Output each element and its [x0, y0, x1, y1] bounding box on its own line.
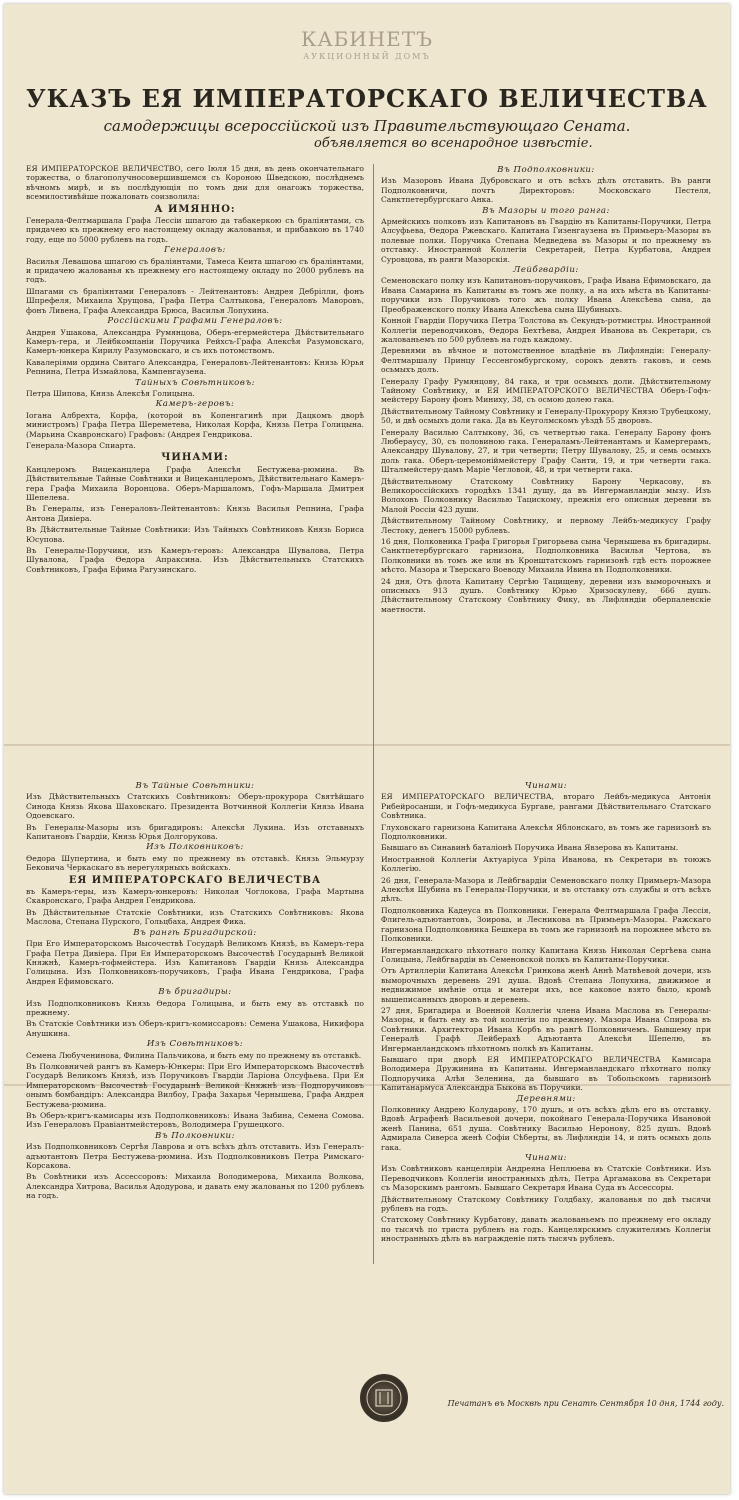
decree-paragraph: Канцлеромъ Вицеканцлера Графа Алексѣя Бестужева-рюмина. Въ Дѣйствительные Тайные Совѣтники и Вицеканцлеромъ, Дѣйствительнаго Камеръ-гера Графа Михаила Воронцова. Оберъ-Маршаломъ, Гофъ-Маршала Дмитрея Шепелева. [26, 464, 364, 502]
decree-paragraph: Отъ Артиллерiи Капитана Алексѣя Гринкова женѣ Аннѣ Матвѣевой дочери, изъ выморочныхъ деревень 291 душа. Вдовѣ Степана Лопухина, движимое и недвижимое имѣнiе отца и матери ихъ, все каковое взято было, кромѣ вышеписанныхъ дворовъ и деревень. [381, 966, 711, 1004]
section-heading: Изъ Совѣтниковъ: [146, 1039, 244, 1050]
decree-paragraph: Подполковника Кадеуса въ Полковники. Генерала Фелтмаршала Графа Лессiя, Флигель-адъютантовъ, Зоирова, и Лесникова въ Примьеръ-Мазоры. Ражскаго гарнизона Подполковника Бешкера въ томъ же гарнизонѣ на порожнее мѣсто въ Полковники. [381, 905, 711, 944]
decree-paragraph: Дѣйствительному Тайному Совѣтнику, и первому Лейбъ-медикусу Графу Лестоку, денегъ 15000 рублевъ. [381, 516, 711, 535]
decree-paragraph: Дѣйствительному Тайному Совѣтнику и Генералу-Прокурору Князю Трубецкому, 50, и двѣ осмыхъ доли гака. Да въ Кеуголмскомъ уѣздѣ 55 дворовъ. [381, 406, 711, 426]
decree-paragraph: Въ Полковничей рангъ въ Камеръ-Юнкеры: При Его Императорскомъ Высочествѣ Государѣ Великомъ Князѣ, изъ Поручиковъ Гвардiи Ларiона Олсуфьева. При Ея Императорскомъ Высочествѣ Государынѣ Великой Княжнѣ изъ Подпоручиковъ онымъ бомбандiръ: Александра Вилбоу, Графа Захарья Чернышева, Графа Андрея Бестужева-рюмина. [26, 1061, 364, 1109]
right-column-top [381, 164, 711, 616]
fold-line [4, 744, 730, 746]
decree-paragraph: Въ Оберъ-кригъ-камисары изъ Подполковниковъ: Ивана Зыбина, Семена Сомова. Изъ Генераловъ Правiантмейстеровъ, Володимера Грушецкого. [26, 1111, 364, 1130]
decree-paragraph: Генерала-Фелтмаршала Графа Лессiи шпагою да табакеркою съ бралiянтами, съ придачею къ прежнему его настоящему окладу жалованья, и прибавкою въ 1740 году, еще по 5000 рублевъ на годъ. [26, 216, 364, 244]
decree-paragraph: въ Камеръ-геры, изъ Камеръ-юнкеровъ: Николая Чоглокова, Графа Мартына Скавронскаго, Графа Андрея Гендрикова. [26, 887, 364, 906]
decree-paragraph: Семена Любученинова, Филина Пальчикова, и быть ему по прежнему въ отставкѣ. [26, 1050, 362, 1060]
decree-paragraph: Бывшаго въ Синавинѣ баталiонѣ Поручика Ивана Явзерова въ Капитаны. [381, 843, 679, 853]
decree-paragraph: Генералу Василью Салтыкову, 36, съ четвертью гака. Генералу Барону фонъ Любераусу, 30, съ половиною гака. Генераламъ-Лейтенантамъ и Камергерамъ, Александру Шувалову, 27, и три четверти; Петру Шувалову, 25, и семь осмыхъ доль гака. Оберъ-церемонiймейстеру Графу Санти, 19, и три четверти гака. Шталмейстеру-дамъ Марiе Чегловой, 48, и три четверти гака. [381, 427, 711, 475]
decree-paragraph: Въ Генералы-Мазоры изъ бригадировъ: Алексѣя Лукина. Изъ отставныхъ Капитановъ Гвардiи, Князь Юрья Долгорукова. [26, 822, 364, 842]
section-heading: Генераловъ: [164, 245, 226, 256]
decree-paragraph: Ингерманландскаго пѣхотнаго полку Капитана Князь Николая Сергѣева сына Голицына, Лейбгвардiи въ Семеновской полкъ въ Капитаны-Поручики. [381, 945, 711, 964]
section-heading: Камеръ-геровъ: [155, 399, 235, 410]
decree-paragraph: Въ Дѣйствительные Статскiе Совѣтники, изъ Статскихъ Совѣтниковъ: Якова Маслова, Степана Пурского, Гольцбаха, Андрея Фика. [26, 907, 364, 927]
decree-paragraph: Кавалерiями ордина Святаго Александра, Генераловъ-Лейтенантовъ: Князь Юрья Репнина, Петра Измайлова, Кампенгаузена. [26, 357, 364, 377]
decree-paragraph: Въ Генералы-Поручики, изъ Камеръ-геровъ: Александра Шувалова, Петра Шувалова, Графа Ѳедора Апраксина. Изъ Дѣйствительныхъ Статскихъ Совѣтниковъ, Графа Ефима Рагузинскаго. [26, 546, 364, 574]
decree-paragraph: Бывшаго при дворѣ ЕЯ ИМПЕРАТОРСКАГО ВЕЛИЧЕСТВА Камисара Володимера Дружинина въ Капитаны. Ингерманландскаго пѣхотнаго полку Подпоручика Алѣя Зеленина, да бывшаго въ Тобольскомъ гарнизонѣ Капитанармуса Александра Быкова въ Поручики. [381, 1054, 711, 1093]
decree-paragraph: Изъ Дѣйствительныхъ Статскихъ Совѣтниковъ: Оберъ-прокурора Святѣйшаго Синода Князь Якова Шаховскаго. Президента Вотчинной Коллегiи Князь Ивана Одоевскаго. [26, 792, 364, 821]
section-heading: Лейбгвардiи: [513, 265, 579, 276]
decree-paragraph: Въ Статскiе Совѣтники изъ Оберъ-кригъ-комиссаровъ: Семена Ушакова, Никифора Анушкина. [26, 1019, 364, 1038]
section-title: А ИМЯННО: [154, 203, 236, 215]
section-title: ЕЯ ИМПЕРАТОРСКАГО ВЕЛИЧЕСТВА [68, 874, 322, 886]
decree-paragraph: Генералу Графу Румянцову, 84 гака, и три осьмыхъ доли. Дѣйствительному Тайному Совѣтнику, и ЕЯ ИМПЕРАТОРСКОГО ВЕЛИЧЕСТВА Оберъ-Гофъ-мейстеру Барону фонъ Миниху, 38, съ осмою долею гака. [381, 376, 711, 405]
section-heading: Тайныхъ Совѣтниковъ: [135, 377, 255, 388]
left-column-top [26, 164, 364, 576]
decree-paragraph: Иностранной Коллегiи Актуарiуса Урiла Иванова, въ Секретари въ тоюжъ Коллегiю. [381, 854, 711, 874]
decree-paragraph: 26 дня, Генерала-Мазора и Лейбгвардiи Семеновскаго полку Примьеръ-Мазора Алексѣя Шубина въ Генералы-Поручики, и въ отставку отъ службы и отъ всѣхъ дѣлъ. [381, 875, 711, 904]
decree-paragraph: Петра Шипова, Князь Алексѣя Голицына. [26, 388, 195, 398]
section-heading: Въ бригадиры: [158, 987, 232, 998]
decree-paragraph: Въ Совѣтники изъ Ассессоровъ: Михаила Володимерова, Михаила Волкова, Александра Хитрова, Василья Адодурова, и давать ему жалованья по 1200 рублевъ на годъ. [26, 1172, 364, 1201]
section-heading: Деревнями: [516, 1093, 576, 1104]
decree-paragraph: Деревнями въ вѣчное и потомственное владѣнiе въ Лифляндiи: Генералу-Фелтмаршалу Принцу Гессенгомбургскому, сорокъ девять гаковъ, и семь осьмыхъ долъ. [381, 346, 711, 375]
decree-paragraph: Генерала-Мазора Спиарта. [26, 440, 136, 450]
section-heading: Въ рангѣ Бригадирской: [133, 927, 257, 938]
decree-paragraph: Семеновскаго полку изъ Капитановъ-поручиковъ, Графа Ивана Ефимовскаго, да Ивана Самарина въ Капитаны въ томъ же полку, а на ихъ мѣста въ Капитаны-поручики изъ Поручиковъ того жъ полку Ивана Алексѣева сына, да Преображенского полку Ивана Алексѣевa сына Шубиныхъ. [381, 276, 711, 314]
watermark-title: КАБИНЕТЪ [300, 27, 434, 51]
decree-paragraph: Iогана Албрехта, Корфа, (которой въ Копенгагинѣ при Дацкомъ дворѣ министромъ) Графа Петра Шереметева, Николая Корфа, Князь Петра Голицына. (Марьина Скавронскаго) Графовъ: (Андрея Гендрикова. [26, 410, 364, 439]
decree-paragraph: Глуховскаго гарнизона Капитана Алексѣя Яблонскаго, въ томъ же гарнизонѣ въ Подполковники. [381, 822, 711, 842]
decree-paragraph: Въ Дѣйствительные Тайные Совѣтники: Изъ Тайныхъ Совѣтниковъ Князь Бориса Юсупова. [26, 525, 364, 544]
decree-announcement: объявляется во всенародное извѣстiе. [314, 136, 593, 151]
decree-paragraph: Конной Гвардiи Поручика Петра Толстова въ Секундъ-ротмистры. Иностранной Коллегiи переводчиковъ, Ѳедора Бехтѣева, Андрея Иванова въ Секретари, съ жалованьемъ по 500 рублевъ на годъ каждому. [381, 316, 711, 344]
decree-paragraph: Изъ Совѣтниковъ канцелярiи Андреяна Неплюева въ Статскiе Совѣтники. Изъ Переводчиковъ Коллегiи иностранныхъ дѣлъ, Петра Аргамакова въ Секретари съ Мазорскимъ рангомъ. Бывшаго Секретаря Ивана Суда въ Ассессоры. [381, 1164, 711, 1193]
decree-paragraph: ЕЯ ИМПЕРАТОРСКОЕ ВЕЛИЧЕСТВО, сего Iюля 15 дня, въ день окончательнаго торжества, о благополучносовершившемся съ Короною Шведскою, послѣднемъ вѣчномъ мирѣ, и въ послѣдующiя по томъ дни для онагожъ торжества, всемилостивѣйше пожаловать соизволила: [26, 164, 364, 202]
section-heading: Чинами: [524, 781, 568, 791]
decree-paragraph: Статскому Совѣтнику Курбатову, давать жалованьемъ по прежнему его окладу по тысячѣ по триста рублевъ на годъ. Канцелярскимъ служителямъ Коллегiи иностранныхъ дѣлъ въ награжденiе пять тысячъ рублевъ. [381, 1215, 711, 1244]
decree-paragraph: ЕЯ ИМПЕРАТОРСКАГО ВЕЛИЧЕСТВА, вторaго Лейбъ-медикуса Антонiя Рибейросанши, и Гофъ-медикуса Бургаве, рангами Дѣйствительнаго Статскаго Совѣтника. [381, 792, 711, 821]
section-heading: Въ Полковники: [155, 1130, 235, 1141]
printing-note: Печатанъ въ Москвѣ при Сенатѣ Сентября 10 дня, 1744 году. [447, 1399, 724, 1408]
document-page [4, 4, 730, 1494]
section-heading: Въ Подполковники: [497, 165, 595, 175]
section-heading: Чинами: [524, 1153, 568, 1164]
watermark-subtitle: АУКЦИОННЫЙ ДОМЪ [303, 52, 431, 61]
section-title: ЧИНАМИ: [161, 452, 229, 464]
decree-subtitle: самодержицы всероссiйской изъ Правительствующаго Сената. [103, 117, 631, 135]
section-heading: Изъ Полковниковъ: [146, 842, 244, 853]
decree-paragraph: Дѣйствительному Статскому Совѣтнику Голдбаху, жалованья по двѣ тысячи рублевъ на годъ. [381, 1194, 711, 1214]
decree-paragraph: Въ Генералы, изъ Генераловъ-Лейтенантовъ: Князь Василья Репнина, Графа Антона Дивiера. [26, 504, 364, 523]
decree-paragraph: Шпагами съ бралiянтами Генераловъ - Лейтенантовъ: Андрея Дебрiлли, фонъ Шпрефеля, Михаила Хрущова, Графа Петра Салтыкова, Генераловъ Маворовъ, фонъ Ливена, Графа Александра Брюса, Василья Лопухина. [26, 286, 364, 315]
decree-paragraph: Андрея Ушакова, Александра Румянцова, Оберъ-егермейстера Дѣйствительнаго Камеръ-гера, и Лейбкомпанiи Поручика Рейхсъ-Графа Алексѣя Разумовскаго, Камеръ-юнкера Кирилу Разумовскаго, и съ ихъ потомствомъ. [26, 327, 364, 356]
decree-paragraph: 24 дня, Отъ флота Капитану Сергѣю Тацищеву, деревни изъ выморочныхъ и описныхъ 913 душъ. Совѣтнику Юрью Хризоскулеву, 666 душъ. Дѣйствительному Статскому Совѣтнику Фику, въ Лифляндiи оберпаленскiе маетности. [381, 576, 711, 614]
decree-title: УКАЗЪ ЕЯ ИМПЕРАТОРСКАГО ВЕЛИЧЕСТВА [26, 84, 708, 113]
decree-paragraph: 16 дня, Полковника Графа Григорья Григорьева сына Чернышева въ бригадиры. Санктпетербургскаго гарнизона, Подполковника Василья Чертова, въ Полковники въ томъ же или въ Кронштатскомъ гарнизонѣ гдѣ есть порожнее мѣсто. Мазора и Тверскаго Воеводу Михаила Ивина въ Подполковники. [381, 537, 711, 575]
decree-paragraph: Дѣйствительному Статскому Совѣтнику Барону Черкасову, въ Великороссiйскихъ городѣхъ 1341 душу, да въ Ингерманландiи мызу. Изъ Волоховъ Полковнику Василью Тацискому, прежнiя его описныя деревни въ Малой Россiи 423 души. [381, 476, 711, 514]
printing-seal-icon [360, 1374, 408, 1422]
right-column-bottom [381, 780, 711, 1246]
decree-paragraph: Изъ Подполковниковъ Сергѣя Лаврова и отъ всѣхъ дѣлъ отставить. Изъ Генералъ-адъютантовъ Петра Бестужева-рюмина. Изъ Подполковниковъ Петра Римскаго-Корсакова. [26, 1142, 364, 1171]
decree-paragraph: Армейскихъ полковъ изъ Капитановъ въ Гвардiю въ Капитаны-Поручики, Петра Алсуфьева, Ѳедора Ржевскаго. Капитана Гизенгаузена въ Примьеръ-Мазоры въ полевые полки. Поручика Степана Медведева въ Мазоры и по прежнему въ отставку. Иностранной Коллегiи Секретарей, Петра Курбатова, Андрея Суровцова, въ ранги Мазорскiя. [381, 217, 711, 264]
column-divider [373, 164, 374, 1264]
decree-paragraph: Полковнику Андрею Колударову, 170 душъ, и отъ всѣхъ дѣлъ его въ отставку. Вдовѣ Аграфенѣ Васильевой дочери, покойнаго Генерала-Поручика Ивановой женѣ Панина, 651 душа. Совѣтнику Василью Неронову, 825 душъ. Вдовѣ Адмирала Сиверса женѣ Софiи Сѣберты, въ Лифляндiи 14, и пять осмыхъ доль гака. [381, 1105, 711, 1152]
decree-paragraph: Изъ Подполковниковъ Князь Ѳедора Голицына, и быть ему въ отставкѣ по прежнему. [26, 998, 364, 1017]
section-heading: Въ Мазоры и того ранга: [482, 205, 610, 216]
auction-watermark [4, 27, 730, 66]
section-heading: Россiйскими Графами Генераловъ: [107, 316, 283, 327]
section-heading: Въ Тайные Совѣтники: [135, 781, 255, 791]
decree-paragraph: Василья Левашова шпагою съ бралiянтами, Тамеса Кеита шпагою съ бралiянтами, и придачею жалованья къ прежнему его настоящему окладу по 2000 рублевъ на годъ. [26, 256, 364, 285]
decree-paragraph: 27 дня, Бригадира и Военной Коллегiи члена Ивана Маслова въ Генералы-Мазоры, и быть ему въ той коллегiи по прежнему. Мазора Ивана Спирова въ Совѣтники. Архитектора Ивана Корбъ въ рангѣ Полковничемъ. Бывшему при Генералѣ Графѣ Лейберахѣ Адъютанта Алексѣя Шепелю, въ Ингерманландскомъ пѣхотномъ полкѣ въ Капитаны. [381, 1005, 711, 1053]
left-column-bottom [26, 780, 364, 1203]
decree-paragraph: Ѳедора Шупертина, и быть ему по прежнему въ отставкѣ. Князь Эльмурзу Бековича Черкаскаго въ нерегулярныхъ войскахъ. [26, 853, 364, 873]
decree-paragraph: При Его Императорскомъ Высочествѣ Государѣ Великомъ Князѣ, въ Камеръ-гера Графа Петра Дивiера. При Ея Императорскомъ Высочествѣ Государынѣ Великой Княжнѣ, Камеръ-гофмейстера. Изъ Капитановъ Гвардiи Князь Александра Голицына. Изъ Полковниковъ-поручиковъ, Графа Ивана Гендрикова, Графа Андрея Ефимовскаго. [26, 939, 364, 986]
decree-paragraph: Изъ Мазоровъ Ивана Дубровскаго и отъ всѣхъ дѣлъ отставить. Въ ранги Подполковничи, почтъ Директоровъ: Московскаго Пестеля, Санктпетербургскаго Анка. [381, 176, 711, 205]
